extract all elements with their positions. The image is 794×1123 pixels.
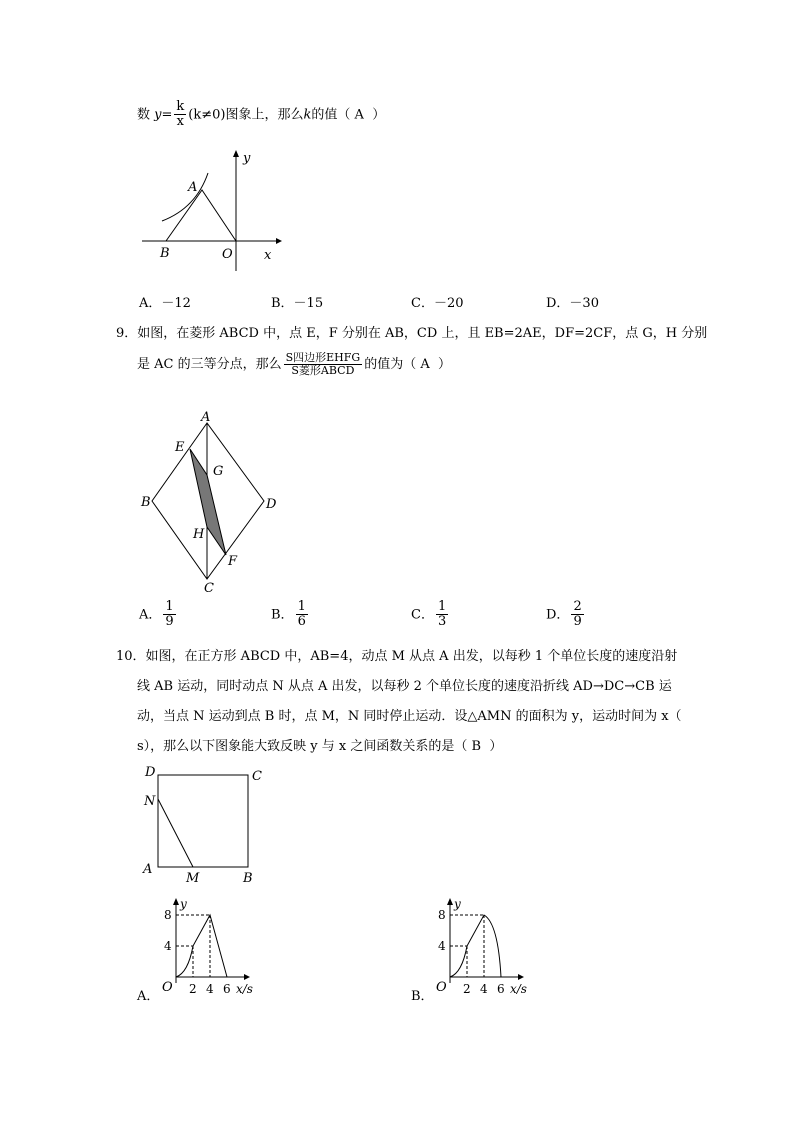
q10-graph-b-xlabel: x/s — [510, 982, 527, 996]
q10-square-figure — [140, 762, 270, 888]
q10-graph-a-y-arrow — [173, 898, 179, 905]
q9-option-a-den: 9 — [165, 614, 174, 630]
q10-graph-a-tick-x6: 6 — [223, 982, 231, 996]
q9-option-b-letter: B． — [271, 607, 294, 623]
q10-segment-mn — [158, 799, 193, 867]
q9-frac-num: S四边形EHFG — [285, 351, 361, 364]
q10-graph-b — [432, 895, 542, 1000]
q8-label-A: A — [188, 180, 198, 195]
q10-line3: 动，当点 N 运动到点 B 时，点 M，N 同时停止运动．设△AMN 的面积为 y，运动时间为 x（ — [137, 709, 682, 724]
q9-frac-den: S菱形ABCD — [291, 364, 355, 378]
q8-label-x: x — [264, 248, 272, 263]
q9-option-b-den: 6 — [297, 614, 306, 630]
q10-graph-a — [158, 895, 268, 1000]
q8-x-arrow — [276, 238, 282, 244]
q10-graph-b-x-arrow — [518, 974, 524, 980]
q10-graph-b-tick-4: 4 — [438, 939, 446, 953]
q10-graph-b-origin: O — [436, 980, 447, 995]
q9-option-a — [139, 600, 178, 630]
q9-option-a-num: 1 — [165, 599, 174, 614]
q9-option-c-num: 1 — [437, 599, 447, 614]
q8-label-y: y — [243, 151, 251, 166]
q8-cond: (k≠0)图象上，那么 — [188, 107, 304, 123]
q10-graph-a-origin: O — [162, 980, 173, 995]
q8-option-b: B．－15 — [271, 296, 324, 311]
q10-graph-a-tick-x4: 4 — [206, 982, 214, 996]
q8-k: k — [303, 107, 312, 123]
q9-line2-pre: 是 AC 的三等分点，那么 — [137, 357, 282, 373]
q10-graph-a-tick-4: 4 — [164, 939, 172, 953]
q9-option-c-letter: C． — [411, 607, 434, 623]
q10-line1: 10．如图，在正方形 ABCD 中，AB=4，动点 M 从点 A 出发，以每秒 1 个单位长度的速度沿射 — [116, 649, 678, 664]
q10-graph-a-ylabel: y — [180, 897, 187, 911]
q9-line1: 9．如图，在菱形 ABCD 中，点 E，F 分别在 AB，CD 上，且 EB=2AE，DF=2CF，点 G，H 分别 — [116, 326, 708, 341]
q8-stem — [137, 100, 385, 130]
q10-answer: B — [471, 739, 482, 754]
q10-label-N: N — [144, 794, 156, 809]
q9-option-c-frac — [436, 600, 448, 630]
q9-option-b-num: 1 — [297, 599, 306, 614]
q9-option-a-frac — [163, 600, 175, 630]
q8-fraction — [174, 100, 186, 130]
q9-option-d-letter: D． — [546, 607, 570, 623]
q8-label-O: O — [222, 247, 233, 262]
q8-figure — [130, 145, 290, 275]
q9-option-a-letter: A． — [139, 607, 162, 623]
q8-y: y — [154, 107, 162, 123]
q10-graph-b-tick-x2: 2 — [463, 982, 471, 996]
q10-graph-b-y-arrow — [447, 898, 453, 905]
q9-label-D: D — [266, 497, 277, 512]
q10-label-B: B — [243, 871, 253, 886]
q9-option-b — [271, 600, 310, 630]
q10-graph-a-x-arrow — [244, 974, 250, 980]
q9-option-c-den: 3 — [437, 614, 447, 630]
q10-graph-b-ylabel: y — [454, 897, 461, 911]
q8-triangle — [166, 190, 236, 241]
q9-line2 — [137, 352, 451, 377]
q8-option-c: C．－20 — [411, 296, 464, 311]
q8-frac-num: k — [176, 99, 185, 114]
q8-option-a: A．－12 — [139, 296, 191, 311]
q8-answer: A — [354, 107, 364, 123]
q9-label-H: H — [193, 527, 205, 542]
q9-label-B: B — [141, 495, 151, 510]
q9-option-d — [546, 600, 586, 630]
q9-close: ） — [438, 357, 452, 373]
q8-option-d: D．－30 — [546, 296, 599, 311]
q10-label-A: A — [143, 862, 153, 877]
q10-graph-b-label: B． — [411, 989, 434, 1004]
q10-line4-pre: s），那么以下图象能大致反映 y 与 x 之间函数关系的是（ — [137, 739, 468, 754]
q8-frac-den: x — [176, 114, 185, 130]
q10-graph-a-xlabel: x/s — [236, 982, 253, 996]
q8-eq: = — [161, 107, 173, 123]
q9-label-F: F — [228, 554, 238, 569]
q10-graph-b-tick-x6: 6 — [497, 982, 505, 996]
q10-label-M: M — [186, 871, 200, 886]
q10-square — [158, 775, 248, 867]
q9-option-b-frac — [296, 600, 308, 630]
q10-graph-a-tick-8: 8 — [164, 908, 172, 922]
q10-graph-a-tick-x2: 2 — [189, 982, 197, 996]
q10-line2: 线 AB 运动，同时动点 N 从点 A 出发，以每秒 2 个单位长度的速度沿折线 AD→DC→CB 运 — [137, 679, 672, 694]
q9-figure — [135, 405, 285, 595]
q10-label-C: C — [252, 769, 262, 784]
q9-option-c — [411, 600, 450, 630]
q9-label-C: C — [204, 581, 214, 595]
q10-graph-b-tick-8: 8 — [438, 908, 446, 922]
q8-close: ） — [372, 107, 386, 123]
q8-label-B: B — [160, 246, 170, 261]
q8-stem-pre: 数 — [137, 107, 155, 123]
q9-option-d-num: 2 — [573, 599, 582, 614]
q8-y-arrow — [233, 150, 239, 157]
q9-line2-post: 的值为（ — [364, 357, 417, 373]
q9-fraction — [284, 352, 363, 377]
q10-graph-b-tick-x4: 4 — [480, 982, 488, 996]
q9-option-d-den: 9 — [573, 614, 582, 630]
q9-label-G: G — [213, 464, 224, 479]
q9-label-A: A — [201, 410, 211, 425]
q9-answer: A — [420, 357, 430, 373]
q9-option-d-frac — [571, 600, 583, 630]
q9-label-E: E — [175, 440, 185, 455]
q10-graph-a-label: A． — [137, 989, 160, 1004]
q10-label-D: D — [145, 765, 156, 780]
q10-close: ） — [489, 739, 503, 754]
q8-stem-post: 的值（ — [311, 107, 351, 123]
q10-line4 — [137, 735, 502, 754]
